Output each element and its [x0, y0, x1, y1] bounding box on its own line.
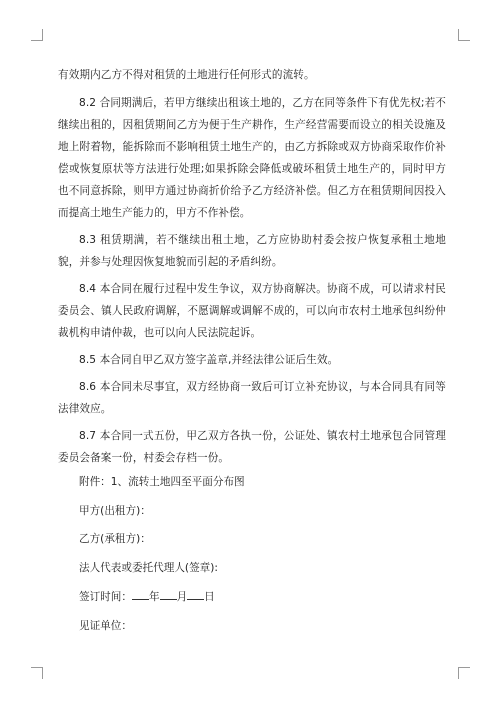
month-blank [160, 588, 177, 600]
clause-8-4: 8.4 本合同在履行过程中发生争议，双方协商解决。协商不成，可以请求村民委员会、镇人民政府调解，不愿调解或调解不成的，可以向市农村土地承包纠纷仲裁机构申请仲裁，也可以向人民法院起诉。 [58, 283, 446, 339]
paragraph-continuation: 有效期内乙方不得对租赁的土地进行任何形式的流转。 [58, 69, 315, 81]
party-a-signature: 甲方(出租方)： [79, 504, 151, 517]
crop-mark-top-left [31, 29, 43, 41]
day-unit: 日 [204, 591, 215, 604]
month-unit: 月 [176, 591, 188, 604]
clause-8-5: 8.5 本合同自甲乙双方签字盖章,并经法律公证后生效。 [79, 354, 339, 366]
clause-8-7: 8.7 本合同一式五份，甲乙双方各执一份，公证处、镇农村土地承包合同管理委员会备案一份，村委会存档一份。 [58, 430, 446, 464]
crop-mark-top-right [458, 29, 470, 41]
crop-mark-bottom-right [458, 667, 470, 679]
clause-8-3: 8.3 租赁期满，若不继续出租土地，乙方应协助村委会按户恢复承租土地地貌，并参与处理因恢复地貌而引起的矛盾纠纷。 [58, 234, 446, 268]
year-unit: 年 [148, 591, 160, 604]
clause-8-2: 8.2 合同期满后，若甲方继续出租该土地的，乙方在同等条件下有优先权;若不继续出租的，因租赁期间乙方为便于生产耕作，生产经营需要而设立的相关设施及地上附着物，能拆除而不影响租赁土地生产的，由乙方拆除或双方协商采取作价补偿或恢复原状等方法进行处理;如果拆除会降低或破坏租赁土地生产的，同时甲方也不同意拆除，则甲方通过协商折价给予乙方经济补偿。但乙方在租赁期间因投入而提高土地生产能力的，甲方不作补偿。 [58, 97, 446, 219]
year-blank [132, 588, 149, 600]
witness-unit: 见证单位： [79, 619, 132, 632]
legal-representative: 法人代表或委托代理人(签章): [79, 561, 218, 574]
signing-date [58, 588, 446, 605]
crop-mark-bottom-left [31, 667, 43, 679]
party-b-signature: 乙方(承租方)： [79, 533, 151, 546]
signing-date-label: 签订时间： [79, 591, 132, 604]
attachment-line: 附件：1、流转土地四至平面分布图 [79, 476, 245, 488]
day-blank [187, 588, 204, 600]
document-body [58, 64, 446, 647]
clause-8-6: 8.6 本合同未尽事宜，双方经协商一致后可订立补充协议，与本合同具有同等法律效应。 [58, 381, 446, 415]
